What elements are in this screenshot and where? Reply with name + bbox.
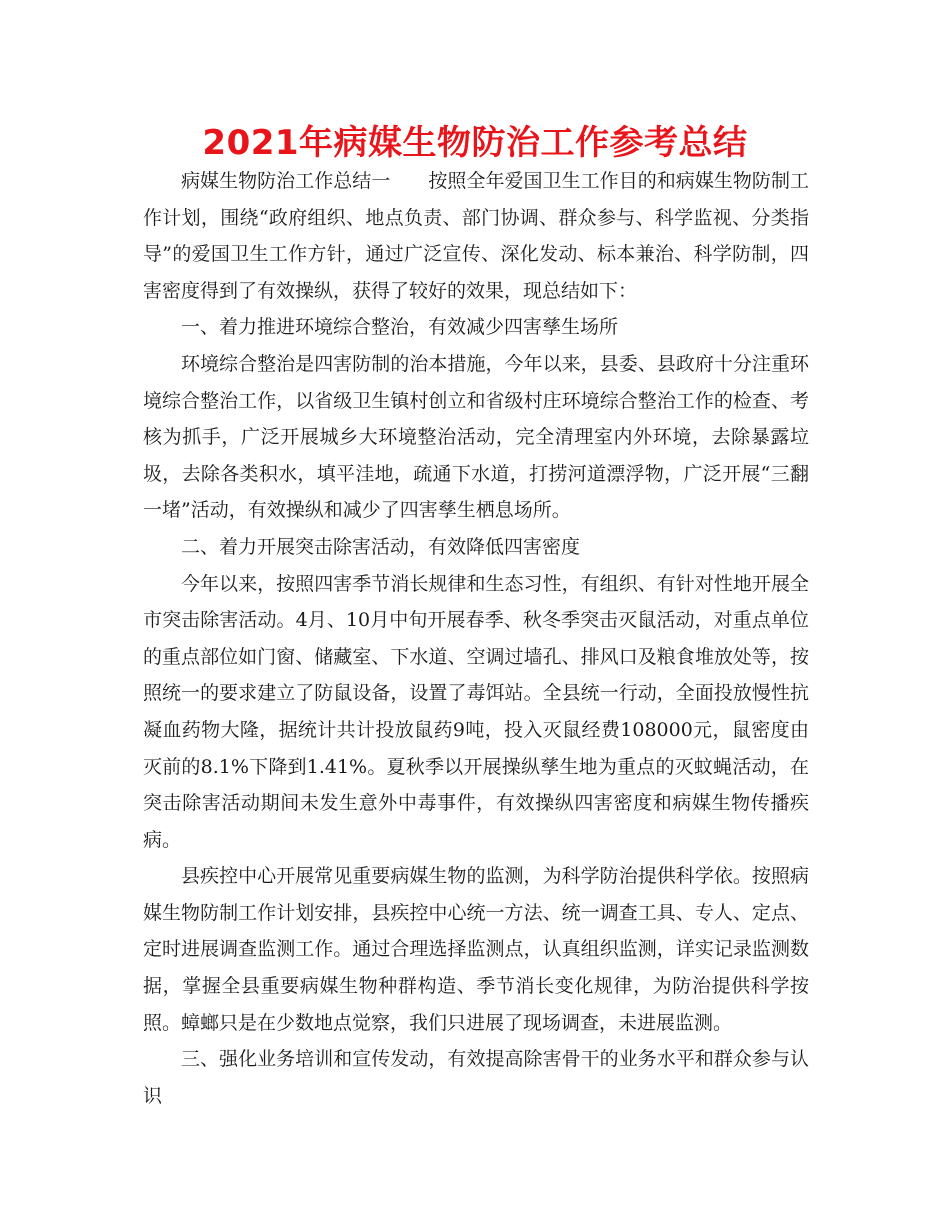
paragraph-pest-control: 今年以来，按照四害季节消长规律和生态习性，有组织、有针对性地开展全市突击除害活动。4月、10月中旬开展春季、秋冬季突击灭鼠活动，对重点单位的重点部位如门窗、储藏室、下水道、空调过墙孔、排风口及粮食堆放处等，按照统一的要求建立了防鼠设备，设置了毒饵站。全县统一行动，全面投放慢性抗凝血药物大隆，据统计共计投放鼠药9吨，投入灭鼠经费108000元，鼠密度由灭前的8.1%下降到1.41%。夏秋季以开展操纵孳生地为重点的灭蚊蝇活动，在突击除害活动期间未发生意外中毒事件，有效操纵四害密度和病媒生物传播疾病。: [143, 572, 809, 851]
paragraph-environment: 环境综合整治是四害防制的治本措施，今年以来，县委、县政府十分注重环境综合整治工作，以省级卫生镇村创立和省级村庄环境综合整治工作的检查、考核为抓手，广泛开展城乡大环境整治活动，完全清理室内外环境，去除暴露垃圾，去除各类积水，填平洼地，疏通下水道，打捞河道漂浮物，广泛开展“三翻一堵”活动，有效操纵和减少了四害孳生栖息场所。: [143, 352, 809, 522]
intro-label: 病媒生物防治工作总结一: [181, 170, 391, 192]
paragraph-monitoring: 县疾控中心开展常见重要病媒生物的监测，为科学防治提供科学依。按照病媒生物防制工作计划安排，县疾控中心统一方法、统一调查工具、专人、定点、定时进展调查监测工作。通过合理选择监测点，认真组织监测，详实记录监测数据，掌握全县重要病媒生物种群构造、季节消长变化规律，为防治提供科学按照。蟑螂只是在少数地点觉察，我们只进展了现场调查，未进展监测。: [143, 865, 809, 1034]
document-title: 2021年病媒生物防治工作参考总结: [202, 123, 748, 163]
section-heading-1: 一、着力推进环境综合整治，有效减少四害孳生场所: [181, 316, 619, 339]
paragraph-intro: [143, 163, 809, 309]
paragraph-text: 按照全年爱国卫生工作目的和病媒生物防制工作计划，围绕“政府组织、地点负责、部门协调、群众参与、科学监视、分类指导”的爱国卫生工作方针，通过广泛宣传、深化发动、标本兼治、科学防制，四害密度得到了有效操纵，获得了较好的效果，现总结如下：: [143, 170, 809, 302]
document-body: [143, 163, 809, 1114]
section-heading-3: 三、强化业务培训和宣传发动，有效提高除害骨干的业务水平和群众参与认识: [143, 1048, 809, 1107]
section-heading-2: 二、着力开展突击除害活动，有效降低四害密度: [181, 535, 581, 558]
